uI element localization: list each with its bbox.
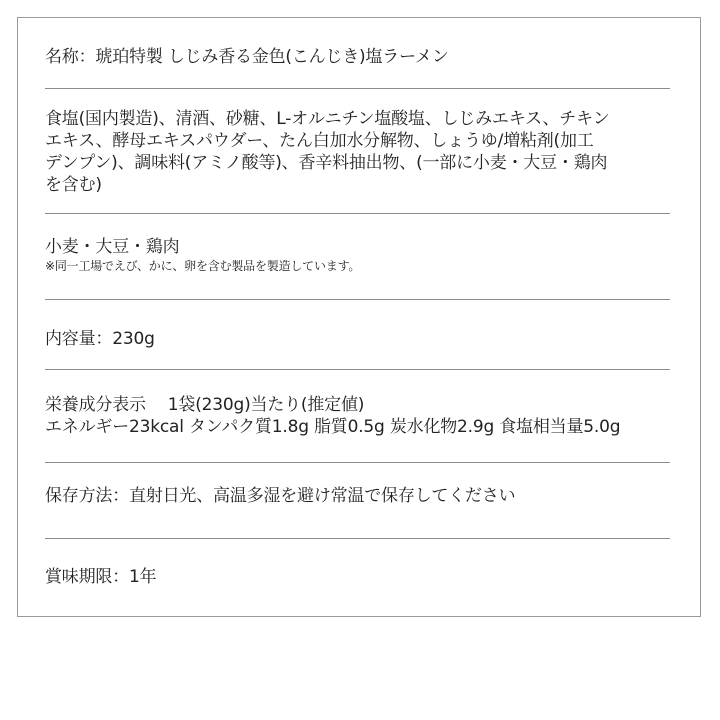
- allergens-value: 小麦・大豆・鶏肉: [45, 237, 180, 257]
- storage-label: 保存方法: [45, 486, 113, 506]
- content-text: [45, 328, 670, 350]
- best-before-value: 1年: [129, 567, 157, 587]
- storage-row: [45, 485, 670, 507]
- ingredients-line: エキス、酵母エキスパウダー、たん白加水分解物、しょうゆ/増粘剤(加工: [45, 131, 594, 151]
- storage-text: [45, 485, 670, 507]
- best-before-text: [45, 566, 670, 588]
- ingredients-line: デンプン)、調味料(アミノ酸等)、香辛料抽出物、(一部に小麦・大豆・鶏肉: [45, 153, 608, 173]
- nutrition-row: [45, 394, 670, 438]
- allergens-row: [45, 236, 670, 274]
- content-row: [45, 328, 670, 350]
- best-before-label: 賞味期限: [45, 567, 113, 587]
- divider: [45, 538, 670, 539]
- storage-separator: ：: [112, 486, 130, 506]
- product-info-panel: [17, 17, 701, 617]
- content-separator: ：: [95, 329, 113, 349]
- ingredients-text: [45, 108, 670, 196]
- product-name-row: [45, 46, 670, 68]
- product-name-text: [45, 46, 670, 68]
- product-name-separator: ：: [78, 47, 96, 67]
- divider: [45, 462, 670, 463]
- product-name-value: 琥珀特製 しじみ香る金色(こんじき)塩ラーメン: [95, 47, 449, 67]
- ingredients-row: [45, 108, 670, 196]
- divider: [45, 369, 670, 370]
- ingredients-line: 食塩(国内製造)、清酒、砂糖、L-オルニチン塩酸塩、しじみエキス、チキン: [45, 109, 610, 129]
- divider: [45, 213, 670, 214]
- content-label: 内容量: [45, 329, 96, 349]
- ingredients-line: を含む): [45, 175, 102, 195]
- storage-value: 直射日光、高温多湿を避け常温で保存してください: [129, 486, 516, 506]
- product-name-label: 名称: [45, 47, 79, 67]
- divider: [45, 299, 670, 300]
- nutrition-values: エネルギー23kcal タンパク質1.8g 脂質0.5g 炭水化物2.9g 食塩相当量5.0g: [45, 417, 621, 437]
- nutrition-heading: 栄養成分表示 1袋(230g)当たり(推定値): [45, 395, 365, 415]
- best-before-separator: ：: [112, 567, 130, 587]
- best-before-row: [45, 566, 670, 588]
- content-value: 230g: [112, 329, 155, 349]
- allergens-note: ※同一工場でえび、かに、卵を含む製品を製造しています。: [45, 259, 361, 273]
- divider: [45, 88, 670, 89]
